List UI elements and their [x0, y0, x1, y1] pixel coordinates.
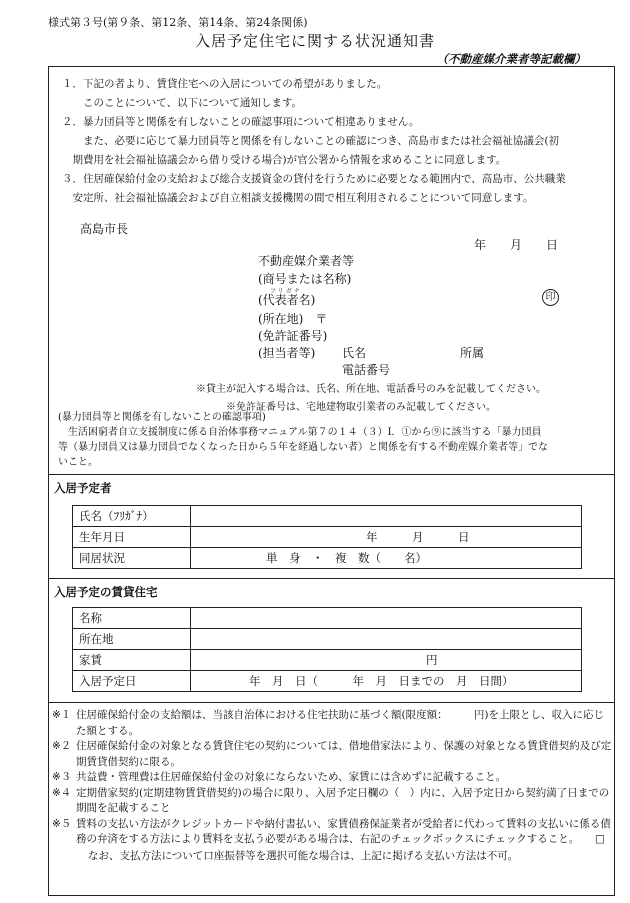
note-text: 住居確保給付金の対象となる賃貸住宅の契約については、借地借家法により、保護の対象となる賃貸借契約及び定期賃貸借契約に限る。: [76, 740, 612, 768]
intro-line: １．下記の者より、賃貸住宅への入居についての希望がありました。: [62, 78, 388, 90]
intro-line: 安定所、社会福祉協議会および自立相談支援機関の間で相互利用されることについて同意します。: [62, 192, 534, 204]
housing-rent-label: 家賃: [73, 650, 191, 671]
antisocial-block: [58, 410, 548, 470]
intro-line: 期費用を社会福祉協議会から借り受ける場合)が官公署から情報を求めることに同意します。: [62, 154, 507, 166]
resident-birthdate-label: 生年月日: [73, 527, 191, 548]
housing-name-field[interactable]: [191, 608, 582, 629]
resident-cohabitation-label: 同居状況: [73, 548, 191, 569]
trade-name-label: (商号または名称): [258, 272, 352, 286]
section-divider: [48, 702, 615, 703]
page-subtitle: （不動産媒介業者等記載欄）: [436, 52, 586, 66]
housing-movein-field[interactable]: 年 月 日（ 年 月 日までの 月 日間）: [191, 671, 582, 692]
note-mark: ※３: [52, 771, 72, 783]
note-item: [52, 739, 612, 770]
table-row: [73, 506, 582, 527]
section-divider: [48, 578, 615, 579]
housing-rent-field[interactable]: 円: [191, 650, 582, 671]
housing-name-label: 名称: [73, 608, 191, 629]
note-mark: ※２: [52, 740, 72, 752]
housing-table: [72, 607, 582, 692]
license-label: (免許証番号): [258, 329, 328, 343]
footer-note: なお、支払方法について口座振替等を選択可能な場合は、上記に掲げる支払い方法は不可。: [88, 849, 519, 862]
lessor-note: ※貸主が記入する場合は、氏名、所在地、電話番号のみを記載してください。: [196, 384, 546, 395]
table-row: [73, 608, 582, 629]
name-label: 氏名: [342, 346, 367, 360]
note-mark: ※４: [52, 786, 72, 799]
resident-section-title: 入居予定者: [54, 481, 112, 495]
housing-address-field[interactable]: [191, 629, 582, 650]
note-text: 賃料の支払い方法がクレジットカードや納付書払い、家賃債務保証業者が受給者に代わって賃料の支払いに係る債務の弁済をする方法により賃料を支払う必要がある場合は、右記のチェックボックスにチェックすること。 □: [76, 817, 611, 845]
date-field: 年 月 日: [474, 238, 559, 252]
resident-cohabitation-field[interactable]: 単 身 ・ 複 数（ 名）: [191, 548, 582, 569]
license-note: ※免許証番号は、宅地建物取引業者のみ記載してください。: [226, 402, 496, 413]
antisocial-line: 生活困窮者自立支援制度に係る自治体事務マニュアル第７の１４（３）Ⅰ．①から⑨に該当する「暴力団員: [58, 427, 542, 438]
note-item: [52, 708, 612, 739]
location-label: (所在地) 〒: [258, 312, 328, 326]
resident-name-label: 氏名（ﾌﾘｶﾞﾅ）: [73, 506, 191, 527]
intro-line: また、必要に応じて暴力団員等と関係を有しないことの確認につき、高島市または社会福祉協議会(初: [62, 135, 559, 147]
note-item: [52, 817, 612, 848]
table-row: [73, 527, 582, 548]
note-item: [52, 770, 612, 786]
intro-line: ３．住居確保給付金の支給および総合支援資金の貸付を行うために必要となる範囲内で、高島市、公共職業: [62, 173, 566, 185]
note-item: [52, 786, 612, 817]
page-title: 入居予定住宅に関する状況通知書: [194, 32, 435, 50]
antisocial-line: いこと。: [58, 457, 98, 468]
intro-line: このことについて、以下について通知します。: [62, 97, 303, 109]
note-text: 共益費・管理費は住居確保給付金の対象にならないため、家賃には含めずに記載すること。: [76, 771, 507, 783]
seal-mark: 印: [542, 289, 559, 306]
table-row: [73, 671, 582, 692]
housing-section-title: 入居予定の賃貸住宅: [54, 585, 158, 599]
resident-table: [72, 505, 582, 569]
antisocial-heading: (暴力団員等と関係を有しないことの確認事項): [58, 412, 266, 423]
person-in-charge-label: (担当者等): [258, 346, 316, 360]
table-row: [73, 548, 582, 569]
note-mark: ※５: [52, 817, 72, 830]
agent-heading: 不動産媒介業者等: [258, 254, 355, 268]
intro-line: ２．暴力団員等と関係を有しないことの確認事項について相違ありません。: [62, 116, 420, 128]
representative-label: (代表者名): [258, 293, 316, 307]
form-number: 様式第３号(第９条、第12条、第14条、第24条関係): [48, 16, 308, 29]
mayor-label: 高島市長: [80, 222, 129, 236]
resident-name-field[interactable]: [191, 506, 582, 527]
housing-movein-label: 入居予定日: [73, 671, 191, 692]
resident-birthdate-field[interactable]: 年 月 日: [191, 527, 582, 548]
phone-label: 電話番号: [342, 363, 391, 377]
section-divider: [48, 474, 615, 475]
note-text: 定期借家契約(定期建物賃貸借契約)の場合に限り、入居予定日欄の（ ）内に、入居予定日から契約満了日までの期間を記載すること: [76, 786, 610, 814]
housing-address-label: 所在地: [73, 629, 191, 650]
notes-list: [52, 708, 612, 864]
intro-text: [62, 75, 566, 208]
note-mark: ※１: [52, 709, 72, 721]
table-row: [73, 650, 582, 671]
note-text: 住居確保給付金の支給額は、当該自治体における住宅扶助に基づく額(限度額： 円)を上限とし、収入に応じた額とする。: [76, 709, 604, 737]
affiliation-label: 所属: [460, 346, 485, 360]
antisocial-line: 等（暴力団員又は暴力団員でなくなった日から５年を経過しない者）と関係を有する不動産媒介業者等」でな: [58, 442, 548, 453]
representative-furigana: フリガナ: [270, 288, 302, 295]
table-row: [73, 629, 582, 650]
